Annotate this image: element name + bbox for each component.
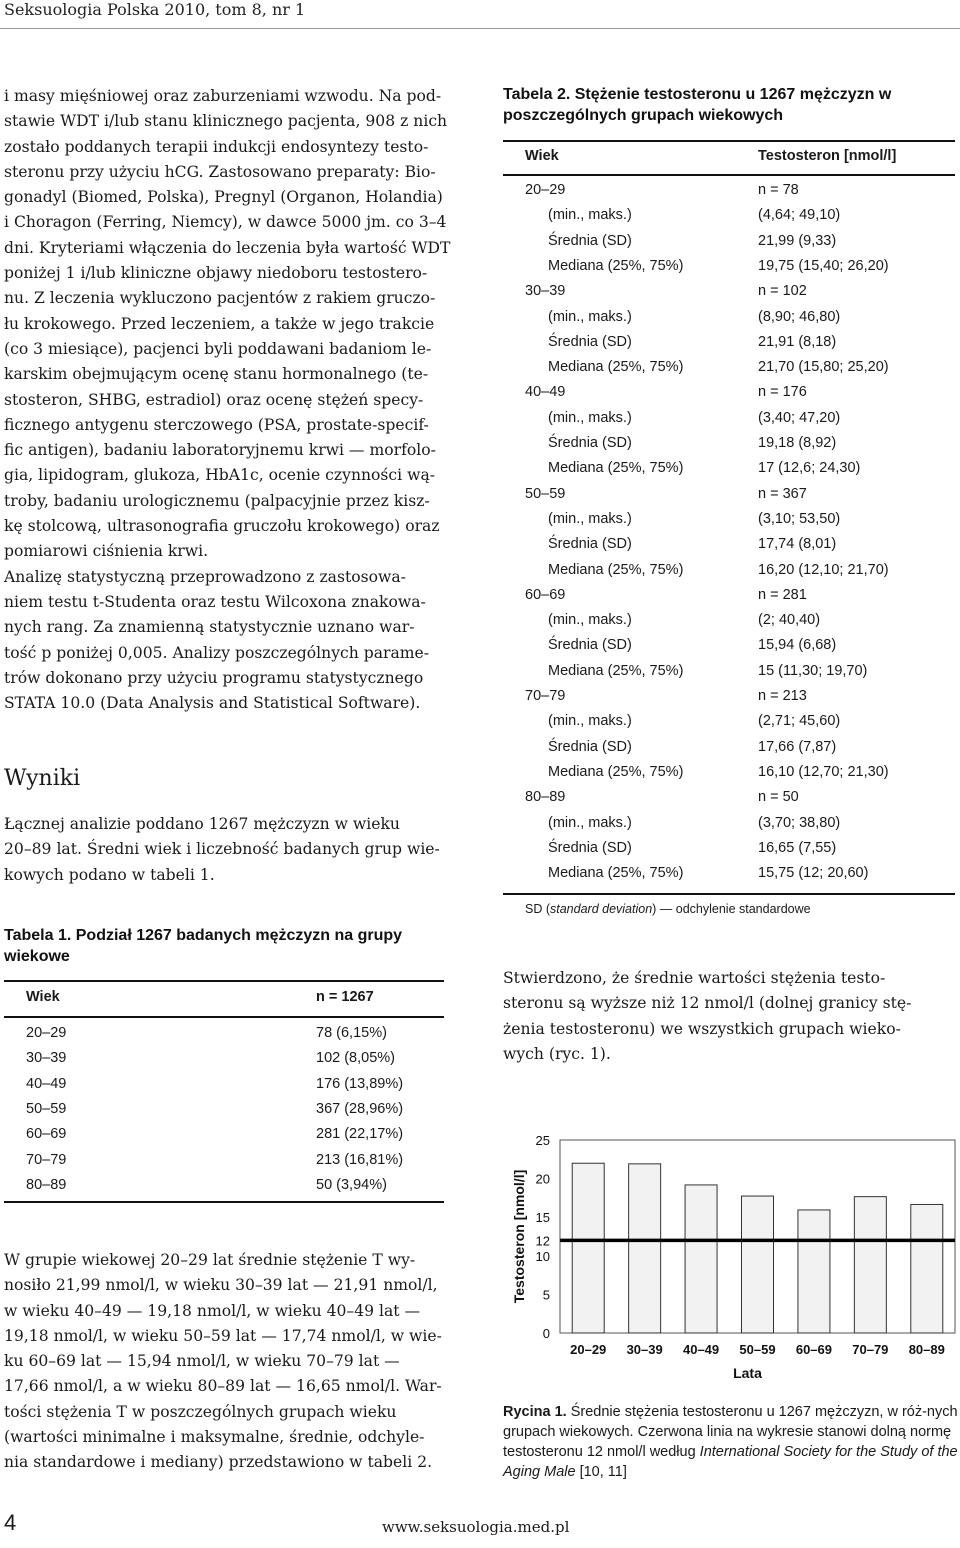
age-cell: 60–69: [525, 586, 566, 603]
table2: [503, 140, 955, 900]
table2-caption-label: Tabela 2.: [503, 86, 571, 103]
table-row: [4, 1050, 444, 1075]
text-line: nych rang. Za znamienną statystycznie uznano war-: [4, 618, 415, 637]
bar-50–59: [742, 1196, 774, 1333]
text-line: Stwierdzono, że średnie wartości stężenia testo-: [503, 969, 886, 987]
stat-label: Średnia (SD): [548, 232, 632, 249]
stat-value: (4,64; 49,10): [758, 207, 841, 224]
stat-value: (2; 40,40): [758, 612, 821, 629]
count-cell: 281 (22,17%): [316, 1126, 404, 1143]
table-rule-bottom: [503, 893, 955, 895]
x-tick-label: 80–89: [908, 1342, 945, 1357]
text-line: tości stężenia T w poszczególnych grupach wieku: [4, 1402, 397, 1421]
n-cell: n = 281: [758, 586, 807, 603]
paragraph: [4, 565, 472, 717]
count-cell: 78 (6,15%): [316, 1025, 387, 1041]
x-tick-label: 20–29: [570, 1342, 607, 1357]
stat-label: Średnia (SD): [548, 738, 632, 755]
table-row: [4, 1152, 444, 1177]
age-cell: 80–89: [525, 789, 566, 806]
section-heading-wyniki: Wyniki: [4, 766, 81, 791]
table-rule-bottom: [4, 1201, 444, 1203]
age-cell: 50–59: [26, 1100, 67, 1117]
table-row: [503, 334, 955, 359]
footnote-suffix: ) — odchylenie standardowe: [652, 902, 811, 916]
age-cell: 20–29: [26, 1025, 67, 1041]
table1-caption-text: Podział 1267 badanych mężczyzn na grupy wiekowe: [4, 927, 403, 965]
figure-caption-text: Średnie stężenia testosteronu u 1267 mężczyzn, w róż-nych grupach wiekowych. Czerwona linia na wykresie stanowi dolną normę testosteronu 12 nmol/l według: [503, 1404, 958, 1460]
stat-label: (min., maks.): [548, 510, 632, 527]
text-line: (wartości minimalne i maksymalne, średnie, odchyle-: [4, 1428, 425, 1447]
table1-header-row: [4, 989, 444, 1014]
journal-header: Seksuologia Polska 2010, tom 8, nr 1: [4, 0, 306, 19]
results-paragraph-2: [4, 1248, 472, 1476]
paragraph: [4, 1248, 472, 1476]
stat-label: (min., maks.): [548, 308, 632, 325]
table1-header-wiek: Wiek: [26, 989, 60, 1005]
table-row: [503, 789, 955, 814]
conclusion-paragraph: [503, 966, 955, 1067]
text-line: STATA 10.0 (Data Analysis and Statistical Software).: [4, 694, 421, 713]
text-line: karskim obejmującym ocenę stanu hormonalnego (te-: [4, 365, 429, 384]
stat-value: 21,91 (8,18): [758, 333, 837, 350]
stat-value: 15,75 (12; 20,60): [758, 865, 869, 882]
stat-label: (min., maks.): [548, 713, 632, 730]
stat-value: 16,20 (12,10; 21,70): [758, 561, 889, 578]
figure-caption-label: Rycina 1.: [503, 1404, 567, 1420]
x-tick-label: 60–69: [795, 1342, 833, 1357]
text-line: gonadyl (Biomed, Polska), Pregnyl (Organon, Holandia): [4, 188, 443, 207]
figure-caption-suffix: [10, 11]: [575, 1464, 627, 1480]
stat-value: 17 (12,6; 24,30): [758, 460, 861, 477]
table-row: [503, 764, 955, 789]
stat-value: 21,70 (15,80; 25,20): [758, 359, 889, 376]
text-line: nia standardowe i mediany) przedstawiono w tabeli 2.: [4, 1453, 433, 1472]
table-row: [503, 460, 955, 485]
table2-caption-text: Stężenie testosteronu u 1267 mężczyzn w poszczególnych grupach wiekowych: [503, 86, 892, 124]
table-row: [503, 562, 955, 587]
age-cell: 30–39: [525, 283, 566, 300]
table2-header-wiek: Wiek: [525, 148, 559, 164]
y-tick-label: 20: [535, 1171, 550, 1187]
age-cell: 20–29: [525, 182, 566, 198]
y-tick-label: 15: [535, 1210, 550, 1226]
table-row: [503, 233, 955, 258]
y-tick-label: 5: [542, 1287, 550, 1303]
table1-caption-label: Tabela 1.: [4, 927, 72, 944]
table2-header-row: [503, 148, 955, 173]
results-paragraph: [4, 812, 472, 888]
footnote-prefix: SD (: [525, 902, 550, 916]
text-line: dni. Kryteriami włączenia do leczenia była wartość WDT: [4, 238, 451, 257]
text-line: poniżej 1 i/lub kliniczne objawy niedoboru testostero-: [4, 264, 428, 283]
n-cell: n = 367: [758, 485, 807, 502]
stat-label: Mediana (25%, 75%): [548, 359, 684, 376]
stat-label: Mediana (25%, 75%): [548, 561, 684, 578]
text-line: steronu są wyższe niż 12 nmol/l (dolnej granicy stę-: [503, 994, 912, 1013]
bar-30–39: [629, 1164, 661, 1333]
text-line: stosteron, SHBG, estradiol) oraz ocenę stężeń specy-: [4, 390, 424, 409]
text-line: (co 3 miesiące), pacjenci byli poddawani badaniom le-: [4, 339, 432, 358]
table-row: [503, 688, 955, 713]
table-row: [4, 1126, 444, 1151]
table-row: [503, 283, 955, 308]
table-row: [503, 612, 955, 637]
age-cell: 40–49: [26, 1075, 67, 1092]
y-tick-label: 0: [542, 1326, 550, 1341]
header-divider: [0, 28, 960, 29]
text-line: trów dokonano przy użyciu programu statystycznego: [4, 668, 424, 687]
text-line: Analizę statystyczną przeprowadzono z zastosowa-: [4, 567, 406, 586]
stat-label: Średnia (SD): [548, 435, 632, 451]
stat-label: Mediana (25%, 75%): [548, 257, 684, 274]
text-line: fic antigen), badaniu laboratoryjnemu krwi — morfolo-: [4, 441, 436, 460]
x-tick-label: 40–49: [682, 1342, 720, 1357]
stat-value: 19,18 (8,92): [758, 435, 837, 451]
table-row: [503, 713, 955, 738]
stat-value: 15,94 (6,68): [758, 637, 837, 654]
table-row: [503, 587, 955, 612]
text-line: nosiło 21,99 nmol/l, w wieku 30–39 lat — 21,91 nmol/l,: [4, 1276, 438, 1295]
table-row: [503, 536, 955, 561]
age-cell: 70–79: [525, 688, 566, 704]
stat-value: (3,40; 47,20): [758, 409, 841, 426]
table-rule-top: [4, 980, 444, 982]
text-line: troby, badaniu urologicznemu (palpacyjnie przez kisz-: [4, 491, 430, 510]
age-cell: 80–89: [26, 1176, 67, 1193]
table-row: [503, 207, 955, 232]
count-cell: 50 (3,94%): [316, 1176, 387, 1193]
text-line: w wieku 40–49 — 19,18 nmol/l, w wieku 40–49 lat —: [4, 1301, 421, 1320]
n-cell: n = 102: [758, 283, 807, 300]
text-line: 20–89 lat. Średni wiek i liczebność badanych grup wie-: [4, 840, 440, 859]
bar-70–79: [854, 1197, 886, 1333]
table-row: [503, 435, 955, 460]
table2-header-testosteron: Testosteron [nmol/l]: [758, 148, 897, 164]
text-line: kowych podano w tabeli 1.: [4, 865, 215, 884]
stat-value: 16,10 (12,70; 21,30): [758, 763, 889, 780]
text-line: gia, lipidogram, glukoza, HbA1c, ocenie czynności wą-: [4, 466, 436, 485]
age-cell: 40–49: [525, 384, 566, 401]
table-row: [503, 258, 955, 283]
text-line: i masy mięśniowej oraz zaburzeniami wzwodu. Na pod-: [4, 87, 442, 105]
text-line: ficznego antygenu sterczowego (PSA, prostate-specif-: [4, 415, 429, 434]
text-line: kę stolcową, ultrasonografia gruczołu krokowego) oraz: [4, 517, 440, 536]
text-line: 17,66 nmol/l, a w wieku 80–89 lat — 16,65 nmol/l. War-: [4, 1377, 442, 1396]
stat-value: 16,65 (7,55): [758, 839, 837, 856]
footnote-italic: standard deviation: [550, 902, 653, 916]
stat-value: (3,70; 38,80): [758, 814, 841, 831]
paragraph: [503, 966, 955, 1067]
stat-value: (8,90; 46,80): [758, 308, 841, 325]
figure-caption-italic: International Society for the Study of the Aging Male: [503, 1444, 958, 1480]
bar-40–49: [685, 1185, 717, 1333]
table-row: [503, 182, 955, 207]
n-cell: n = 213: [758, 688, 807, 704]
table-row: [4, 1025, 444, 1050]
count-cell: 213 (16,81%): [316, 1151, 404, 1168]
text-line: łu krokowego. Przed leczeniem, a także w jego trakcie: [4, 314, 435, 333]
text-line: żenia testosteronu) we wszystkich grupach wieko-: [503, 1019, 901, 1038]
table-rule-top: [503, 140, 955, 142]
figure-caption: [503, 1402, 958, 1482]
text-line: Łącznej analizie poddano 1267 mężczyzn w wieku: [4, 815, 400, 833]
stat-value: 17,74 (8,01): [758, 536, 837, 553]
text-line: 19,18 nmol/l, w wieku 50–59 lat — 17,74 nmol/l, w wie-: [4, 1326, 442, 1345]
table-rule-mid: [503, 174, 955, 176]
table2-footnote: [525, 902, 811, 916]
y-axis-label: Testosteron [nmol/l]: [511, 1169, 527, 1304]
n-cell: n = 78: [758, 182, 799, 198]
x-axis-label: Lata: [733, 1365, 762, 1381]
paragraph: [4, 812, 472, 888]
stat-value: 19,75 (15,40; 26,20): [758, 257, 889, 274]
table-row: [503, 865, 955, 890]
count-cell: 367 (28,96%): [316, 1100, 404, 1117]
stat-label: Średnia (SD): [548, 637, 632, 654]
table-row: [503, 815, 955, 840]
table-rule-mid: [4, 1016, 444, 1018]
y-tick-label: 12: [535, 1233, 550, 1249]
stat-label: Mediana (25%, 75%): [548, 460, 684, 477]
age-cell: 60–69: [26, 1126, 67, 1143]
x-tick-label: 50–59: [739, 1342, 776, 1357]
y-tick-label: 10: [535, 1248, 550, 1264]
table-row: [503, 511, 955, 536]
age-cell: 50–59: [525, 485, 566, 502]
text-line: tość p poniżej 0,005. Analizy poszczególnych parame-: [4, 643, 430, 662]
stat-label: Mediana (25%, 75%): [548, 763, 684, 780]
text-line: W grupie wiekowej 20–29 lat średnie stężenie T wy-: [4, 1251, 416, 1269]
stat-value: 17,66 (7,87): [758, 738, 837, 755]
table1-caption: [4, 925, 464, 967]
stat-label: Średnia (SD): [548, 536, 632, 553]
text-line: steronu przy użyciu hCG. Zastosowano preparaty: Bio-: [4, 162, 436, 181]
table2-caption: [503, 84, 955, 126]
paragraph: [4, 84, 472, 565]
table1: [4, 980, 444, 1200]
table-row: [503, 637, 955, 662]
x-tick-label: 30–39: [626, 1342, 663, 1357]
age-cell: 30–39: [26, 1050, 67, 1067]
stat-label: Mediana (25%, 75%): [548, 865, 684, 882]
text-line: nu. Z leczenia wykluczono pacjentów z rakiem gruczo-: [4, 289, 436, 308]
stat-value: 15 (11,30; 19,70): [758, 662, 868, 679]
testosterone-bar-chart: [500, 1120, 960, 1400]
table-row: [503, 663, 955, 688]
text-line: niem testu t-Studenta oraz testu Wilcoxona znakowa-: [4, 592, 426, 611]
bar-80–89: [911, 1204, 943, 1333]
table-row: [503, 384, 955, 409]
y-tick-label: 25: [535, 1133, 550, 1148]
n-cell: n = 176: [758, 384, 807, 401]
table-row: [4, 1076, 444, 1101]
stat-value: (2,71; 45,60): [758, 713, 841, 730]
stat-label: (min., maks.): [548, 207, 632, 224]
bar-60–69: [798, 1210, 830, 1333]
table1-header-n: n = 1267: [316, 989, 374, 1005]
table-row: [503, 840, 955, 865]
stat-label: (min., maks.): [548, 409, 632, 426]
table-row: [503, 359, 955, 384]
text-line: zostało poddanych terapii indukcji endosyntezy testo-: [4, 137, 429, 156]
methods-text: [4, 84, 472, 716]
table-row: [503, 309, 955, 334]
website-link[interactable]: www.seksuologia.med.pl: [382, 1518, 570, 1536]
table-row: [503, 739, 955, 764]
text-line: ku 60–69 lat — 15,94 nmol/l, w wieku 70–79 lat —: [4, 1352, 400, 1371]
text-line: i Choragon (Ferring, Niemcy), w dawce 5000 jm. co 3–4: [4, 213, 447, 232]
stat-label: Mediana (25%, 75%): [548, 662, 684, 679]
stat-label: (min., maks.): [548, 814, 632, 831]
stat-value: (3,10; 53,50): [758, 510, 841, 527]
page-number: 4: [4, 1510, 17, 1535]
stat-label: (min., maks.): [548, 612, 632, 629]
table-row: [4, 1101, 444, 1126]
age-cell: 70–79: [26, 1151, 67, 1168]
table-row: [503, 410, 955, 435]
count-cell: 176 (13,89%): [316, 1075, 404, 1092]
table-row: [503, 486, 955, 511]
stat-value: 21,99 (9,33): [758, 232, 837, 249]
bar-20–29: [572, 1163, 604, 1333]
x-tick-label: 70–79: [852, 1342, 889, 1357]
stat-label: Średnia (SD): [548, 839, 632, 856]
text-line: pomiarowi ciśnienia krwi.: [4, 542, 209, 561]
n-cell: n = 50: [758, 789, 799, 806]
text-line: wych (ryc. 1).: [503, 1044, 611, 1063]
count-cell: 102 (8,05%): [316, 1050, 395, 1067]
table-row: [4, 1177, 444, 1202]
text-line: stawie WDT i/lub stanu klinicznego pacjenta, 908 z nich: [4, 112, 448, 131]
stat-label: Średnia (SD): [548, 333, 632, 350]
